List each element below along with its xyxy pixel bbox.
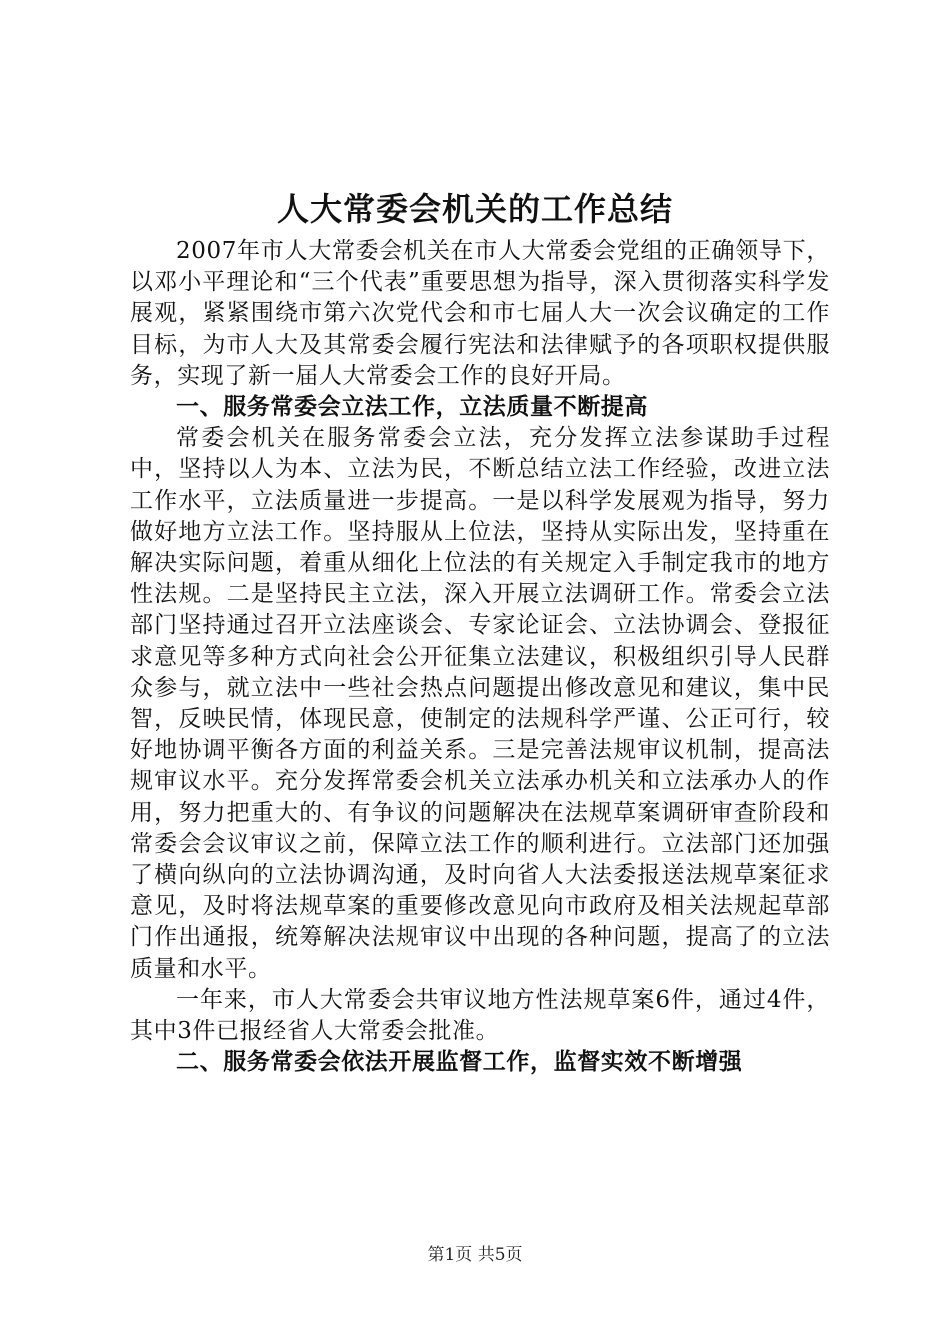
legislation-summary-paragraph: 一年来，市人大常委会共审议地方性法规草案6件，通过4件，其中3件已报经省人大常委会批准。 [130,986,830,1045]
section-heading-1: 一、服务常委会立法工作，立法质量不断提高 [176,394,648,421]
document-body [130,236,830,1078]
legislation-paragraph: 常委会机关在服务常委会立法，充分发挥立法参谋助手过程中，坚持以人为本、立法为民，不断总结立法工作经验，改进立法工作水平，立法质量进一步提高。一是以科学发展观为指导，努力做好地方立法工作。坚持服从上位法，坚持从实际出发，坚持重在解决实际问题，着重从细化上位法的有关规定入手制定我市的地方性法规。二是坚持民主立法，深入开展立法调研工作。常委会立法部门坚持通过召开立法座谈会、专家论证会、立法协调会、登报征求意见等多种方式向社会公开征集立法建议，积极组织引导人民群众参与，就立法中一些社会热点问题提出修改意见和建议，集中民智，反映民情，体现民意，使制定的法规科学严谨、公正可行，较好地协调平衡各方面的利益关系。三是完善法规审议机制，提高法规审议水平。充分发挥常委会机关立法承办机关和立法承办人的作用，努力把重大的、有争议的问题解决在法规草案调研审查阶段和常委会会议审议之前，保障立法工作的顺利进行。立法部门还加强了横向纵向的立法协调沟通，及时向省人大法委报送法规草案征求意见，及时将法规草案的重要修改意见向市政府及相关法规起草部门作出通报，统筹解决法规审议中出现的各种问题，提高了的立法质量和水平。 [130,425,830,982]
section-heading-2: 二、服务常委会依法开展监督工作，监督实效不断增强 [176,1049,743,1076]
intro-paragraph: 2007年市人大常委会机关在市人大常委会党组的正确领导下，以邓小平理论和“三个代表”重要思想为指导，深入贯彻落实科学发展观，紧紧围绕市第六次党代会和市七届人大一次会议确定的工作目标，为市人大及其常委会履行宪法和法律赋予的各项职权提供服务，实现了新一届人大常委会工作的良好开局。 [130,238,830,389]
page-number-footer: 第1页 共5页 [427,1245,523,1265]
document-title: 人大常委会机关的工作总结 [276,190,673,228]
